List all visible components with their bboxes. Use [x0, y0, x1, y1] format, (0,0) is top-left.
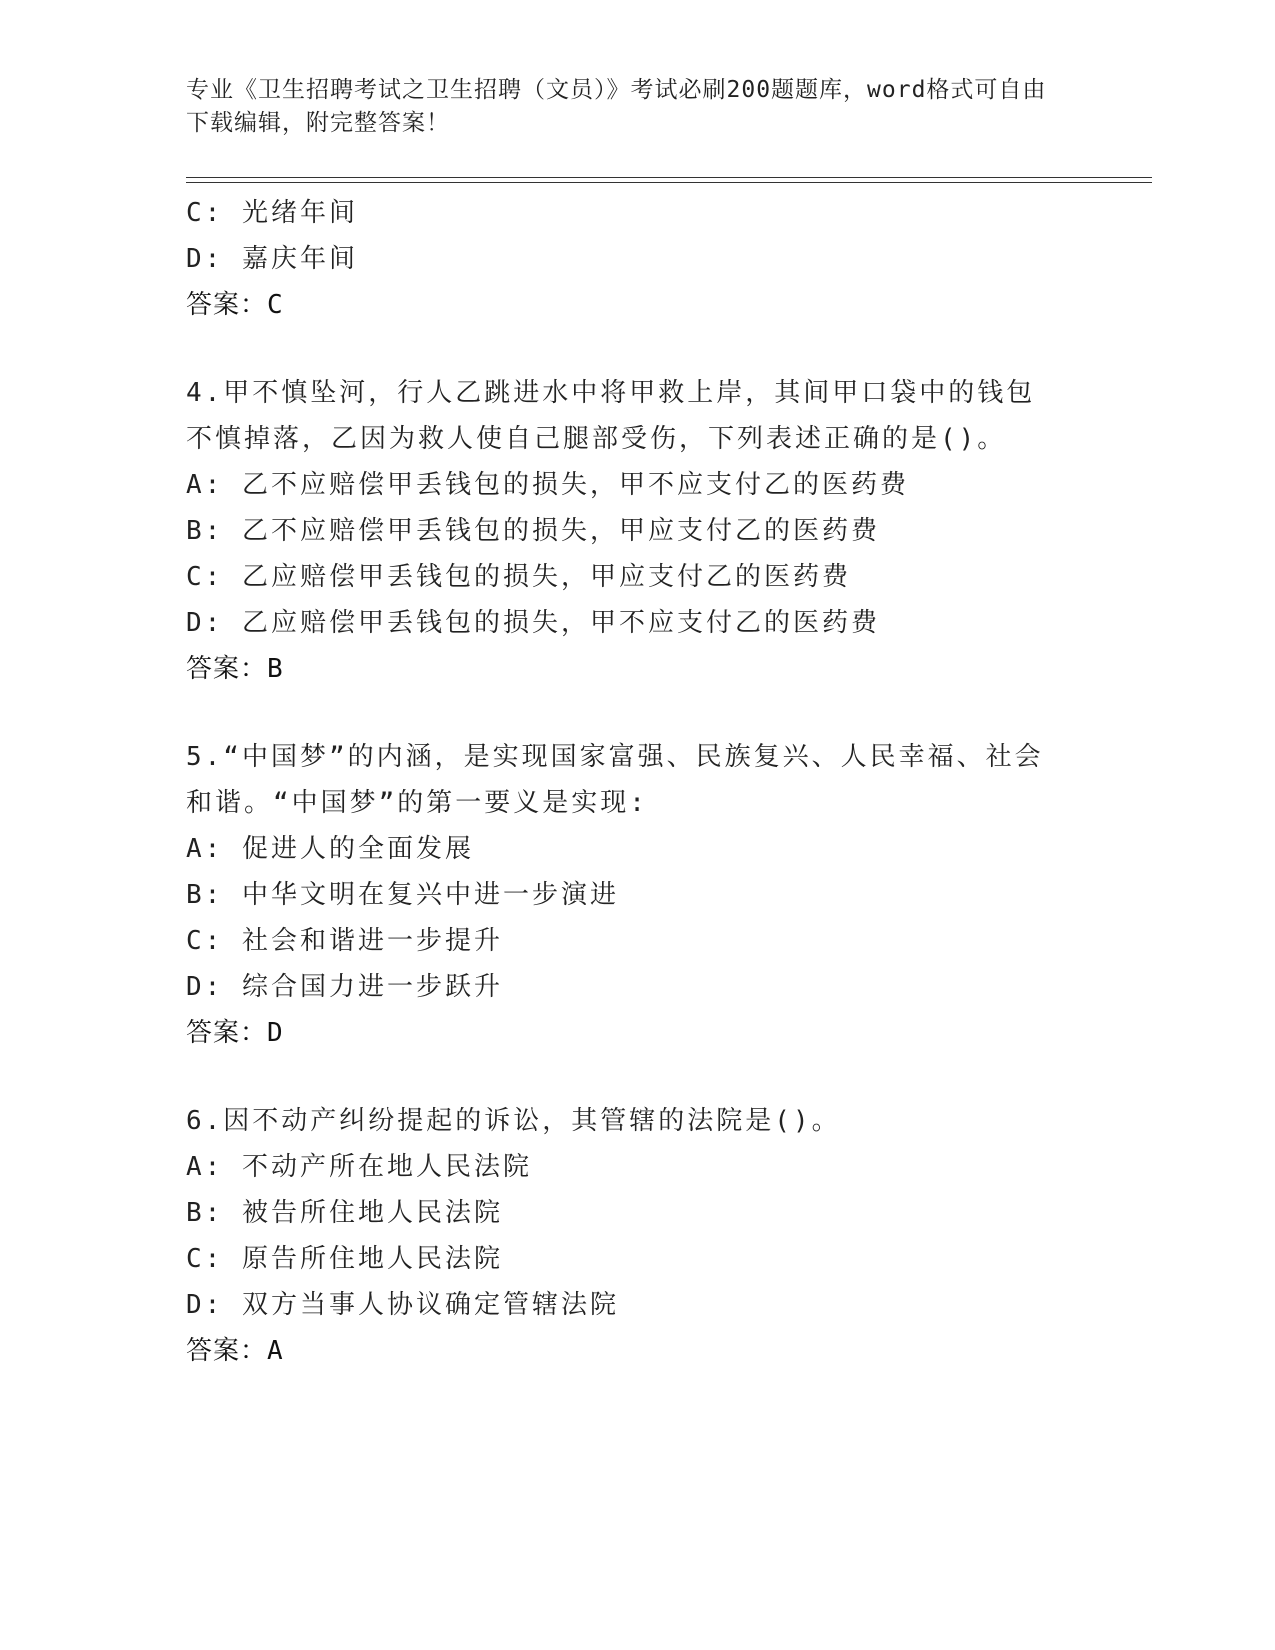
option-text: 促进人的全面发展: [241, 834, 474, 864]
option-a: A: 促进人的全面发展: [186, 834, 474, 864]
option-letter: A: [186, 470, 205, 500]
option-letter: D: [186, 244, 205, 274]
header-divider-bottom: [186, 182, 1152, 183]
answer-label: 答案：: [186, 1336, 268, 1366]
answer-label: 答案：: [186, 290, 268, 320]
option-text: 乙应赔偿甲丢钱包的损失，甲不应支付乙的医药费: [241, 608, 880, 638]
answer-value: D: [267, 1018, 284, 1048]
question-block-6: [186, 1098, 1086, 1374]
option-d: D: 乙应赔偿甲丢钱包的损失，甲不应支付乙的医药费: [186, 608, 880, 638]
option-letter: C: [186, 198, 205, 228]
option-b: B: 乙不应赔偿甲丢钱包的损失，甲应支付乙的医药费: [186, 516, 880, 546]
header-divider-top: [186, 177, 1152, 178]
option-c: C: 乙应赔偿甲丢钱包的损失，甲应支付乙的医药费: [186, 562, 851, 592]
question-stem: 6.因不动产纠纷提起的诉讼，其管辖的法院是()。: [186, 1106, 841, 1136]
option-a: A: 乙不应赔偿甲丢钱包的损失，甲不应支付乙的医药费: [186, 470, 909, 500]
option-letter: B: [186, 880, 205, 910]
option-a: A: 不动产所在地人民法院: [186, 1152, 532, 1182]
answer-value: A: [267, 1336, 284, 1366]
option-letter: C: [186, 1244, 205, 1274]
answer-value: C: [267, 290, 284, 320]
option-d: D: 综合国力进一步跃升: [186, 972, 503, 1002]
option-text: 不动产所在地人民法院: [241, 1152, 532, 1182]
question-stem: 4.甲不慎坠河，行人乙跳进水中将甲救上岸，其间甲口袋中的钱包不慎掉落，乙因为救人使自己腿部受伤，下列表述正确的是()。: [186, 378, 1036, 454]
option-c: C: 光绪年间: [186, 198, 358, 228]
option-letter: B: [186, 1198, 205, 1228]
answer-value: B: [267, 654, 284, 684]
option-letter: D: [186, 608, 205, 638]
question-block-5: [186, 734, 1086, 1056]
option-text: 乙不应赔偿甲丢钱包的损失，甲不应支付乙的医药费: [241, 470, 909, 500]
option-text: 嘉庆年间: [241, 244, 358, 274]
option-letter: D: [186, 972, 205, 1002]
option-letter: C: [186, 926, 205, 956]
answer-line: [186, 1328, 1086, 1374]
question-content: [186, 190, 1086, 1374]
option-d: D: 嘉庆年间: [186, 244, 358, 274]
option-text: 乙应赔偿甲丢钱包的损失，甲应支付乙的医药费: [241, 562, 851, 592]
option-text: 光绪年间: [241, 198, 358, 228]
answer-line: [186, 1010, 1086, 1056]
option-b: B: 中华文明在复兴中进一步演进: [186, 880, 619, 910]
answer-label: 答案：: [186, 1018, 268, 1048]
option-c: C: 原告所住地人民法院: [186, 1244, 503, 1274]
answer-line: [186, 646, 1086, 692]
option-text: 中华文明在复兴中进一步演进: [241, 880, 619, 910]
option-letter: A: [186, 1152, 205, 1182]
option-b: B: 被告所住地人民法院: [186, 1198, 503, 1228]
option-text: 双方当事人协议确定管辖法院: [241, 1290, 619, 1320]
question-block-4: [186, 370, 1086, 692]
question-stem: 5.“中国梦”的内涵，是实现国家富强、民族复兴、人民幸福、社会和谐。“中国梦”的第一要义是实现:: [186, 742, 1044, 818]
option-text: 社会和谐进一步提升: [241, 926, 503, 956]
option-letter: B: [186, 516, 205, 546]
answer-label: 答案：: [186, 654, 268, 684]
answer-line: [186, 282, 1086, 328]
option-text: 综合国力进一步跃升: [241, 972, 503, 1002]
option-letter: A: [186, 834, 205, 864]
option-text: 原告所住地人民法院: [241, 1244, 503, 1274]
document-header: 专业《卫生招聘考试之卫生招聘（文员）》考试必刷200题题库，word格式可自由下载编辑，附完整答案！: [186, 77, 1047, 136]
option-c: C: 社会和谐进一步提升: [186, 926, 503, 956]
question-block-3: [186, 190, 1086, 328]
option-letter: C: [186, 562, 205, 592]
option-text: 被告所住地人民法院: [241, 1198, 503, 1228]
option-text: 乙不应赔偿甲丢钱包的损失，甲应支付乙的医药费: [241, 516, 880, 546]
option-letter: D: [186, 1290, 205, 1320]
option-d: D: 双方当事人协议确定管辖法院: [186, 1290, 619, 1320]
